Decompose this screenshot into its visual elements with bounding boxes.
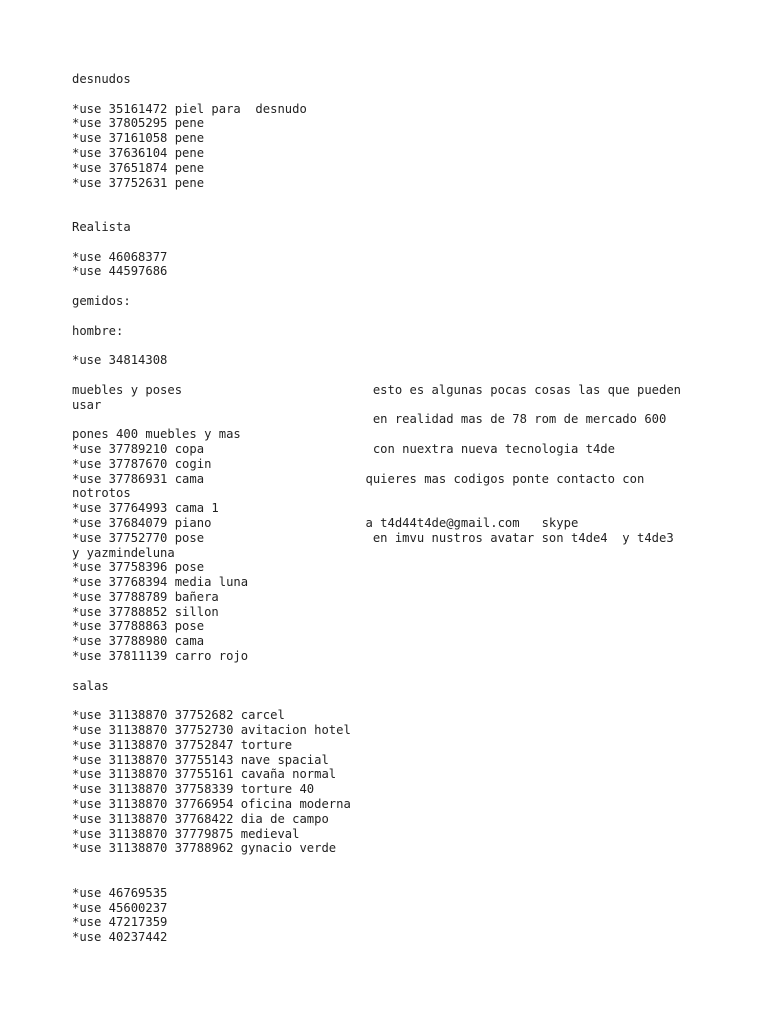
- text-line: *use 37787670 cogin: [72, 456, 212, 471]
- text-line: *use 40237442: [72, 930, 168, 945]
- text-line: *use 37789210 copa con nuextra nueva tecnologia t4de: [72, 441, 615, 456]
- text-line: *use 37651874 pene: [72, 160, 205, 175]
- text-line: *use 37161058 pene: [72, 131, 205, 146]
- blank-line: [72, 205, 732, 220]
- text-line: *use 31138870 37755161 cavaña normal: [72, 767, 337, 782]
- text-line: *use 31138870 37752682 carcel: [72, 708, 285, 723]
- blank-line: [72, 693, 732, 708]
- blank-line: [72, 87, 732, 102]
- text-line: *use 37636104 pene: [72, 145, 205, 160]
- blank-line: [72, 856, 732, 871]
- text-line: *use 37811139 carro rojo: [72, 649, 249, 664]
- text-line: *use 46068377: [72, 249, 168, 264]
- text-line: *use 31138870 37779875 medieval: [72, 826, 300, 841]
- text-line: desnudos: [72, 72, 131, 86]
- blank-line: [72, 190, 732, 205]
- text-line: *use 31138870 37758339 torture 40: [72, 782, 315, 797]
- text-line: y yazmindeluna: [72, 545, 175, 560]
- text-line: pones 400 muebles y mas: [72, 427, 241, 442]
- text-line: *use 31138870 37768422 dia de campo: [72, 811, 329, 826]
- text-line: *use 37768394 media luna: [72, 575, 249, 590]
- text-line: *use 37788863 pose: [72, 619, 205, 634]
- text-line: *use 37752770 pose en imvu nustros avatar son t4de4 y t4de3: [72, 530, 674, 545]
- text-line: *use 31138870 37752730 avitacion hotel: [72, 723, 351, 738]
- text-line: *use 31138870 37788962 gynacio verde: [72, 841, 337, 856]
- text-line: *use 37786931 cama quieres mas codigos ponte contacto con: [72, 471, 645, 486]
- blank-line: [72, 309, 732, 324]
- text-line: *use 37788852 sillon: [72, 604, 219, 619]
- text-line: Realista: [72, 219, 131, 234]
- text-line: *use 45600237: [72, 900, 168, 915]
- blank-line: [72, 871, 732, 886]
- text-line: *use 37752631 pene: [72, 175, 205, 190]
- text-line: *use 37764993 cama 1: [72, 501, 219, 516]
- text-line: *use 44597686: [72, 264, 168, 279]
- text-line: *use 47217359: [72, 915, 168, 930]
- text-line: *use 34814308: [72, 353, 168, 368]
- text-line: *use 46769535: [72, 885, 168, 900]
- blank-line: [72, 279, 732, 294]
- text-line: en realidad mas de 78 rom de mercado 600: [72, 412, 667, 427]
- blank-line: [72, 235, 732, 250]
- text-line: *use 37684079 piano a t4d44t4de@gmail.com skype: [72, 515, 579, 530]
- text-line: salas: [72, 678, 109, 693]
- text-line: *use 35161472 piel para desnudo: [72, 101, 307, 116]
- text-line: gemidos:: [72, 293, 131, 308]
- text-line: *use 37805295 pene: [72, 116, 205, 131]
- text-line: usar: [72, 397, 102, 412]
- blank-line: [72, 368, 732, 383]
- text-line: *use 31138870 37766954 oficina moderna: [72, 797, 351, 812]
- text-line: hombre:: [72, 323, 124, 338]
- blank-line: [72, 664, 732, 679]
- text-line: *use 37758396 pose: [72, 560, 205, 575]
- text-line: *use 37788789 bañera: [72, 589, 219, 604]
- text-line: *use 31138870 37755143 nave spacial: [72, 752, 329, 767]
- text-line: *use 31138870 37752847 torture: [72, 737, 293, 752]
- text-line: *use 37788980 cama: [72, 634, 205, 649]
- text-line: muebles y poses esto es algunas pocas cosas las que pueden: [72, 382, 682, 397]
- text-line: notrotos: [72, 486, 131, 501]
- blank-line: [72, 338, 732, 353]
- document-text: [72, 72, 732, 945]
